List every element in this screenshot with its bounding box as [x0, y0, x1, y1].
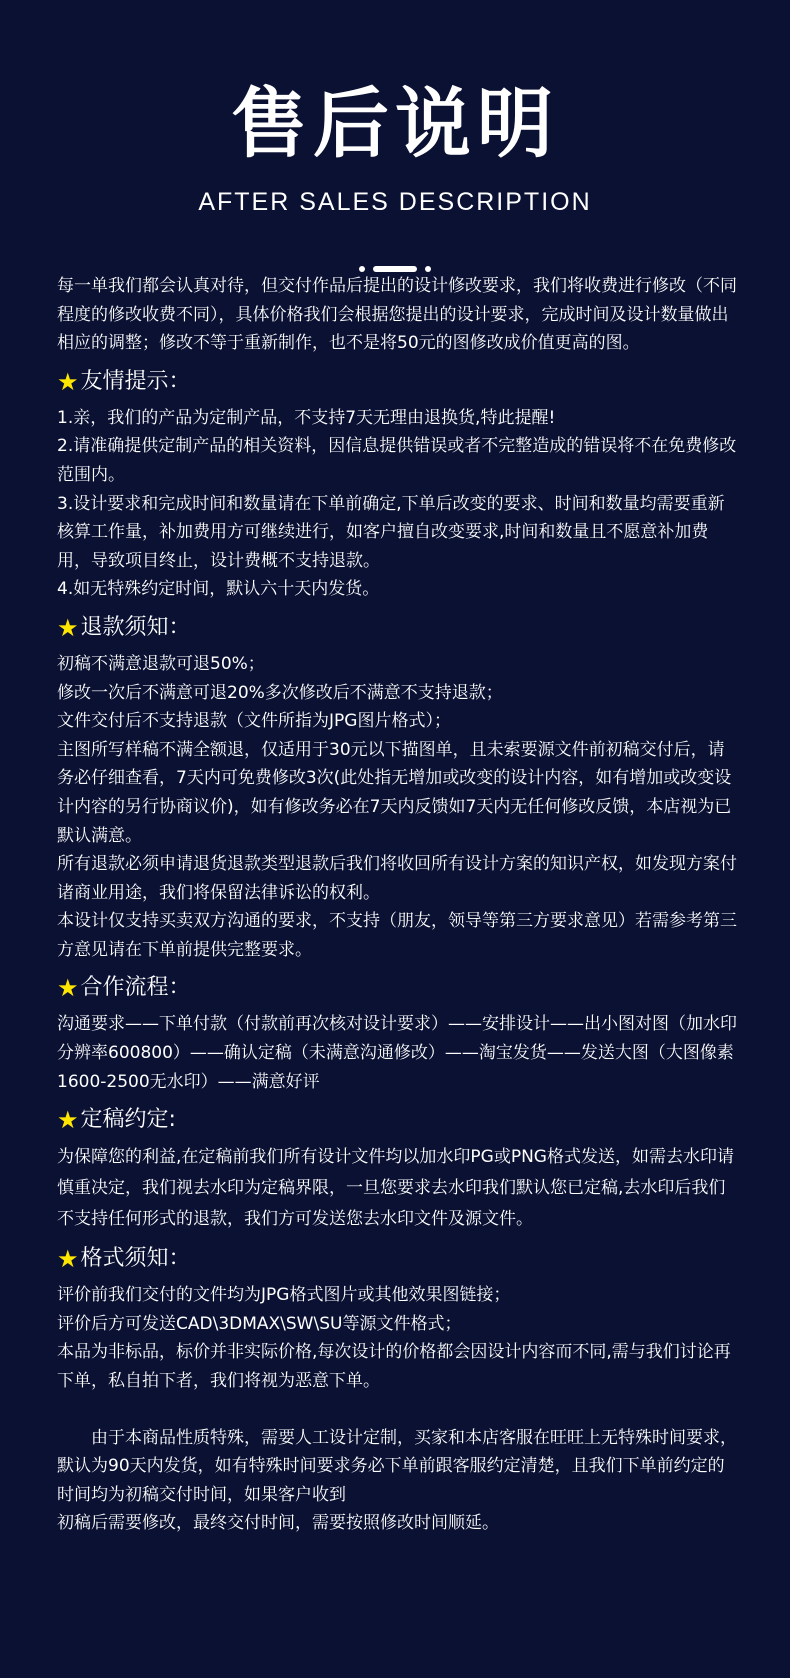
- section-refund: [57, 613, 740, 965]
- page-header: [0, 0, 790, 273]
- section-line: 为保障您的利益,在定稿前我们所有设计文件均以加水印PG或PNG格式发送，如需去水印请慎重决定，我们视去水印为定稿界限，一旦您要求去水印我们默认您已定稿,去水印后我们不支持任何形式的退款，我们方可发送您去水印文件及源文件。: [57, 1147, 734, 1230]
- section-finalize: [57, 1105, 740, 1235]
- star-icon: ★: [57, 1245, 79, 1274]
- section-line: 4.如无特殊约定时间，默认六十天内发货。: [57, 579, 380, 600]
- section-line: 本设计仅支持买卖双方沟通的要求，不支持（朋友，领导等第三方要求意见）若需参考第三方意见请在下单前提供完整要求。: [57, 911, 737, 960]
- section-heading-label: 定稿约定:: [80, 1107, 176, 1133]
- section-heading: [57, 973, 740, 1003]
- star-icon: ★: [57, 974, 79, 1003]
- section-line: 3.设计要求和完成时间和数量请在下单前确定,下单后改变的要求、时间和数量均需要重新核算工作量，补加费用方可继续进行，如客户擅自改变要求,时间和数量且不愿意补加费用，导致项目终止，设计费概不支持退款。: [57, 493, 725, 571]
- section-line: 本品为非标品，标价并非实际价格,每次设计的价格都会因设计内容而不同,需与我们讨论再下单，私自拍下者，我们将视为恶意下单。: [57, 1342, 731, 1392]
- section-line: 所有退款必须申请退货退款类型退款后我们将收回所有设计方案的知识产权，如发现方案付诸商业用途，我们将保留法律诉讼的权利。: [57, 854, 737, 903]
- section-line: 主图所写样稿不满全额退，仅适用于30元以下描图单，且未索要源文件前初稿交付后，请务必仔细查看，7天内可免费修改3次(此处指无增加或改变的设计内容，如有增加或改变设计内容的另行协商议价)，如有修改务必在7天内反馈如7天内无任何修改反馈，本店视为已默认满意。: [57, 739, 732, 846]
- spacer: [57, 1396, 740, 1424]
- star-icon: ★: [57, 367, 79, 396]
- section-line: 评价前我们交付的文件均为JPG格式图片或其他效果图链接；: [57, 1285, 511, 1306]
- section-heading: [57, 367, 740, 397]
- page-subtitle: AFTER SALES DESCRIPTION: [198, 188, 592, 216]
- section-heading: [57, 1244, 740, 1274]
- section-heading-label: 友情提示：: [80, 368, 191, 394]
- section-line: 1.亲，我们的产品为定制产品，不支持7天无理由退换货,特此提醒!: [57, 407, 556, 428]
- section-tips: [57, 367, 740, 604]
- closing-paragraph: 初稿后需要修改，最终交付时间，需要按照修改时间顺延。: [57, 1513, 499, 1534]
- section-heading: [57, 613, 740, 643]
- closing-note: [57, 1424, 740, 1538]
- section-line: 修改一次后不满意可退20%多次修改后不满意不支持退款；: [57, 682, 503, 703]
- section-heading-label: 合作流程：: [80, 975, 191, 1001]
- section-line: 评价后方可发送CAD\3DMAX\SW\SU等源文件格式；: [57, 1313, 462, 1334]
- section-line: 2.请准确提供定制产品的相关资料，因信息提供错误或者不完整造成的错误将不在免费修改范围内。: [57, 436, 737, 485]
- section-line: 沟通要求——下单付款（付款前再次核对设计要求）——安排设计——出小图对图（加水印分辨率600800）——确认定稿（未满意沟通修改）——淘宝发货——发送大图（大图像素 1600-2500无水印）——满意好评: [57, 1014, 737, 1092]
- star-icon: ★: [57, 1106, 79, 1135]
- main-content: [57, 272, 740, 1538]
- section-heading: [57, 1105, 740, 1135]
- closing-paragraph: 由于本商品性质特殊，需要人工设计定制，买家和本店客服在旺旺上无特殊时间要求，默认为90天内发货，如有特殊时间要求务必下单前跟客服约定清楚，且我们下单前约定的时间均为初稿交付时间，如果客户收到: [57, 1427, 737, 1505]
- section-heading-label: 格式须知：: [80, 1246, 191, 1272]
- section-process: [57, 973, 740, 1096]
- section-line: 初稿不满意退款可退50%；: [57, 653, 265, 674]
- section-format: [57, 1244, 740, 1395]
- intro-paragraph: 每一单我们都会认真对待，但交付作品后提出的设计修改要求，我们将收费进行修改（不同程度的修改收费不同），具体价格我们会根据您提出的设计要求，完成时间及设计数量做出相应的调整；修改不等于重新制作，也不是将50元的图修改成价值更高的图。: [57, 276, 737, 354]
- section-heading-label: 退款须知：: [80, 614, 191, 640]
- section-line: 文件交付后不支持退款（文件所指为JPG图片格式）；: [57, 711, 451, 732]
- page-title: 售后说明: [231, 79, 559, 168]
- star-icon: ★: [57, 613, 79, 642]
